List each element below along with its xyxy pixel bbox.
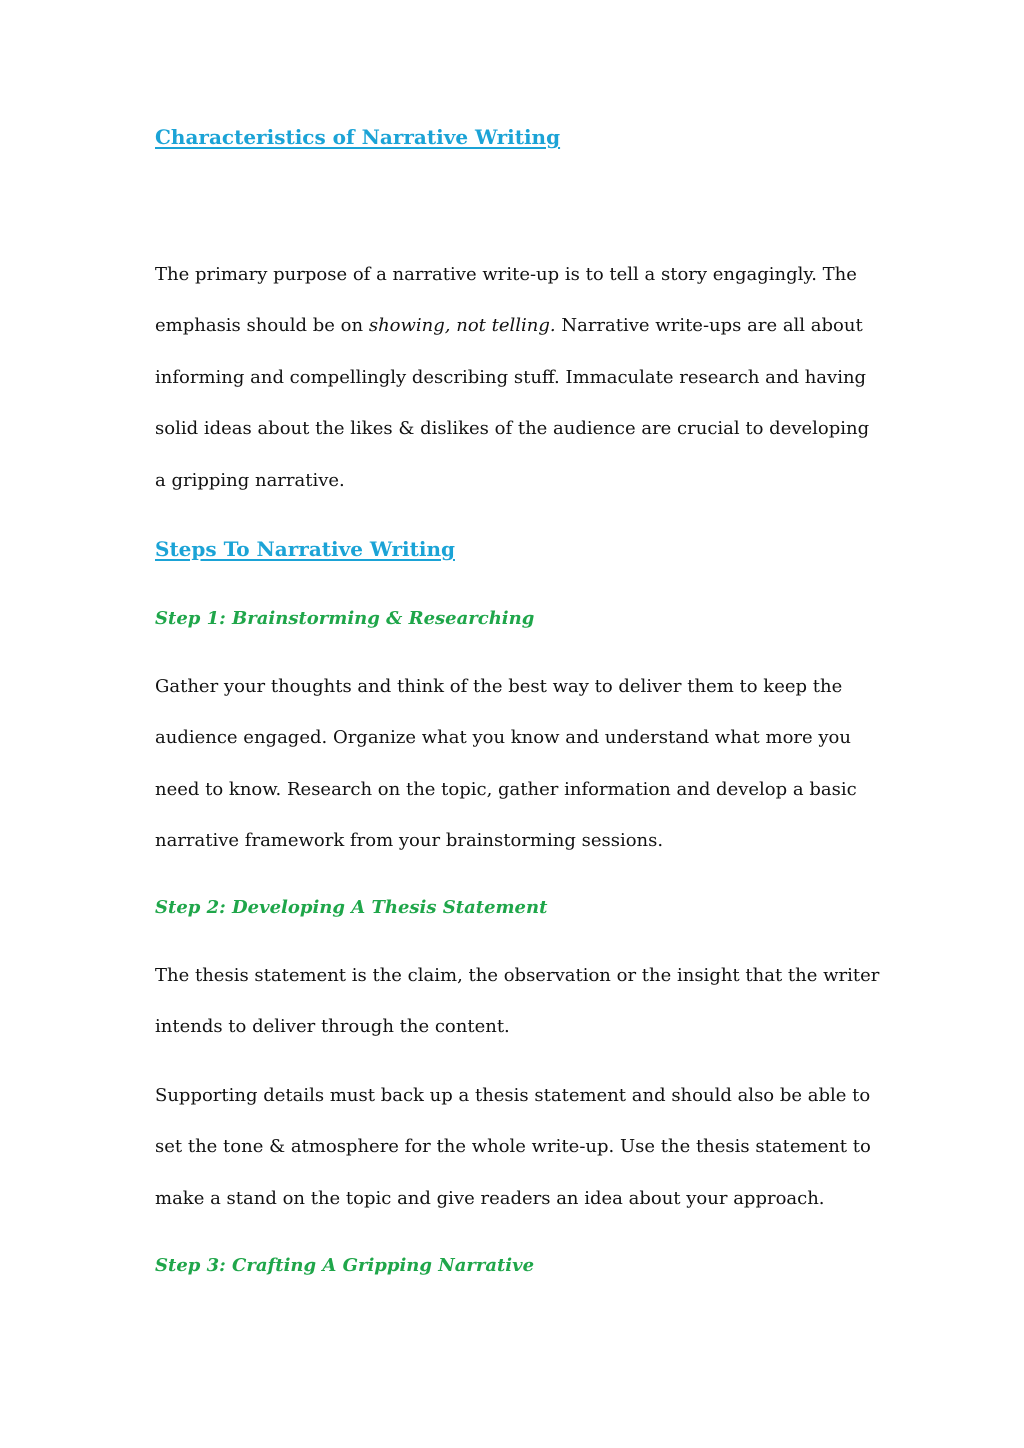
step1-paragraph: [155, 674, 875, 880]
text-line: intends to deliver through the content.: [155, 1016, 510, 1038]
text-span: Narrative write-ups are all about: [555, 315, 863, 337]
text-line: make a stand on the topic and give readers an idea about your approach.: [155, 1187, 825, 1209]
text-line: The thesis statement is the claim, the observation or the insight that the writer: [155, 965, 880, 986]
text-line: need to know. Research on the topic, gather information and develop a basic: [155, 778, 857, 800]
text-span: emphasis should be on: [155, 315, 369, 337]
text-line: solid ideas about the likes & dislikes of the audience are crucial to developing: [155, 418, 870, 440]
step2-paragraph-2: [155, 1083, 875, 1237]
text-line: set the tone & atmosphere for the whole write-up. Use the thesis statement to: [155, 1136, 871, 1158]
text-line: narrative framework from your brainstorming sessions.: [155, 830, 664, 852]
heading-steps: Steps To Narrative Writing: [155, 537, 455, 561]
text-line: informing and compellingly describing stuff. Immaculate research and having: [155, 366, 867, 388]
text-line: Gather your thoughts and think of the best way to deliver them to keep the: [155, 676, 843, 697]
intro-paragraph: [155, 262, 875, 519]
text-line: a gripping narrative.: [155, 469, 345, 491]
step2-paragraph-1: [155, 963, 880, 1066]
text-line: [155, 313, 875, 364]
text-line: audience engaged. Organize what you know and understand what more you: [155, 727, 851, 749]
text-line: Supporting details must back up a thesis statement and should also be able to: [155, 1085, 871, 1106]
text-line: The primary purpose of a narrative write-up is to tell a story engagingly. The: [155, 264, 857, 285]
step2-title: Step 2: Developing A Thesis Statement: [155, 897, 548, 918]
heading-characteristics: Characteristics of Narrative Writing: [155, 125, 561, 149]
step3-title: Step 3: Crafting A Gripping Narrative: [155, 1255, 535, 1276]
step1-title: Step 1: Brainstorming & Researching: [155, 608, 535, 629]
emphasis-text: showing, not telling.: [368, 315, 556, 337]
